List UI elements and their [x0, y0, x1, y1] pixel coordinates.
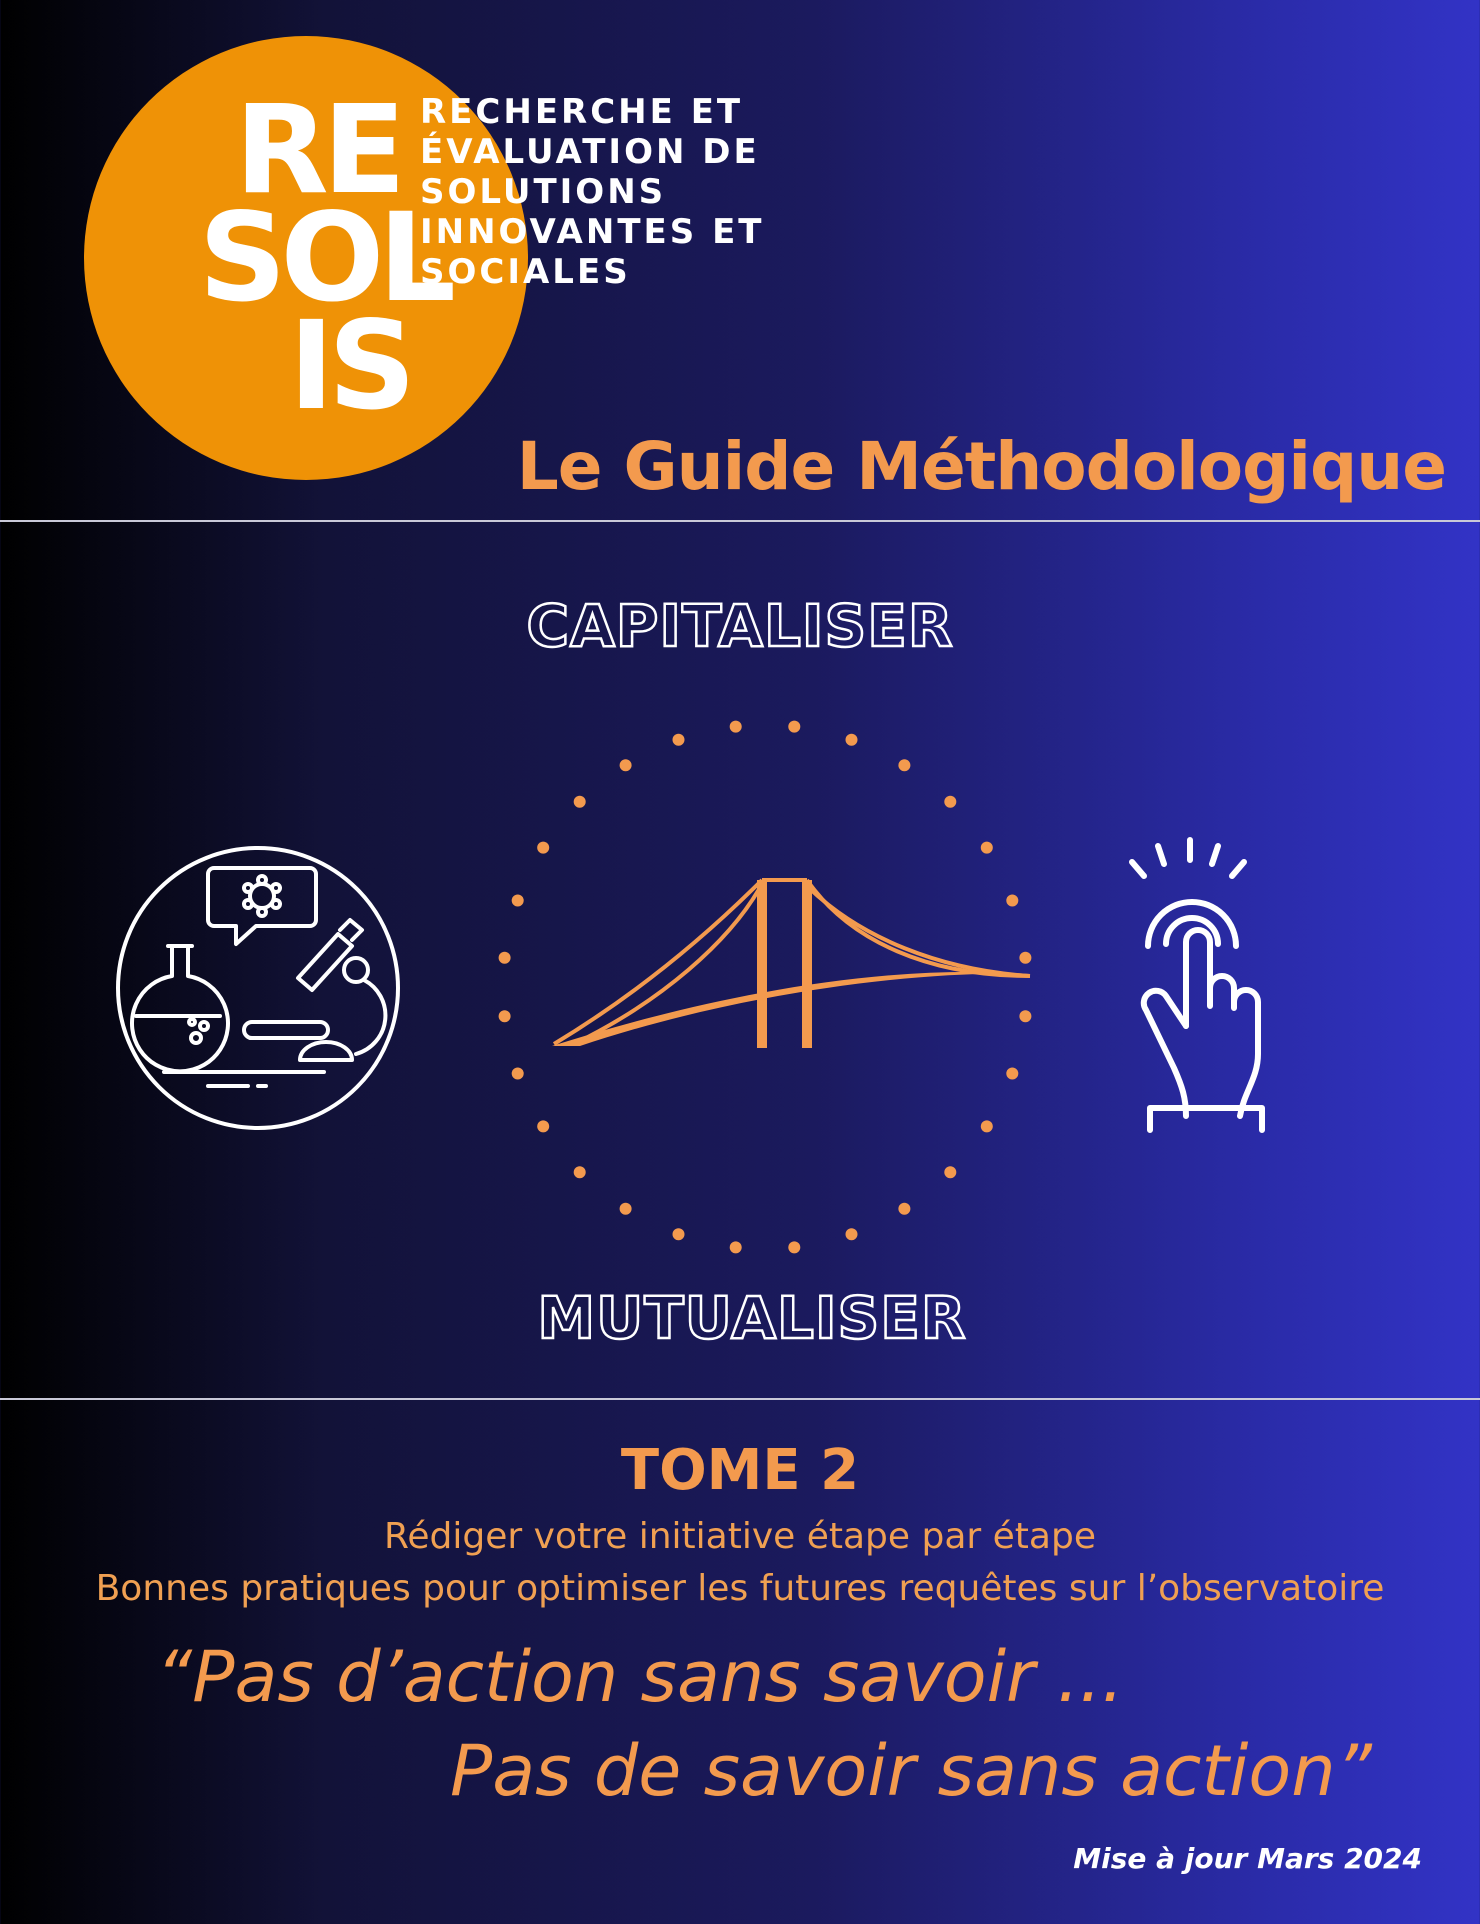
ring-dot [512, 895, 524, 907]
ring-dot [788, 1241, 800, 1253]
ring-dot [788, 721, 800, 733]
mutualiser-heading: MUTUALISER [537, 1284, 967, 1352]
touch-hand-icon [1110, 836, 1270, 1136]
ring-dot [1019, 952, 1031, 964]
guide-title: Le Guide Méthodologique [516, 428, 1446, 505]
tagline-line: SOCIALES [420, 252, 631, 292]
ring-dot [673, 734, 685, 746]
ring-dot [981, 1120, 993, 1132]
ring-dot [846, 734, 858, 746]
update-date: Mise à jour Mars 2024 [1073, 1842, 1422, 1875]
tagline-line: RECHERCHE ET [420, 92, 744, 132]
ring-dot [981, 842, 993, 854]
ring-dot [730, 721, 742, 733]
ring-dot [898, 759, 910, 771]
tagline-line: INNOVANTES ET [420, 212, 765, 252]
tagline-line: SOLUTIONS [420, 172, 667, 212]
capitaliser-heading: CAPITALISER [526, 592, 954, 660]
quote-line-1: “Pas d’action sans savoir ... [156, 1636, 1124, 1718]
logo-tagline [420, 92, 765, 292]
bottom-divider [0, 1398, 1480, 1400]
ring-dot [620, 759, 632, 771]
ring-dot [1006, 1068, 1018, 1080]
ring-dot [537, 1120, 549, 1132]
ring-dot [1006, 895, 1018, 907]
ring-dot [620, 1203, 632, 1215]
ring-dot [499, 1010, 511, 1022]
ring-dot [944, 796, 956, 808]
ring-dot [944, 1166, 956, 1178]
ring-dot [512, 1068, 524, 1080]
tome-subtitle-1: Rédiger votre initiative étape par étape [384, 1516, 1096, 1557]
logo-line-3: IS [288, 295, 410, 437]
ring-dot [574, 1166, 586, 1178]
tome-subtitle-2: Bonnes pratiques pour optimiser les futures requêtes sur l’observatoire [95, 1568, 1385, 1609]
quote-line-2: Pas de savoir sans action” [450, 1730, 1372, 1812]
ring-dot [499, 952, 511, 964]
ring-dot [730, 1241, 742, 1253]
logo-line-1: RE [234, 79, 400, 221]
top-divider [0, 520, 1480, 522]
tome-title: TOME 2 [620, 1438, 860, 1503]
ring-dot [574, 796, 586, 808]
tagline-line: ÉVALUATION DE [420, 132, 760, 172]
ring-dot [1019, 1010, 1031, 1022]
logo-lettering [160, 79, 450, 437]
bridge-icon [490, 712, 1040, 1262]
logo-line-2: SOL [198, 187, 450, 329]
ring-dot [673, 1228, 685, 1240]
ring-dot [846, 1228, 858, 1240]
ring-dot [898, 1203, 910, 1215]
ring-dot [537, 842, 549, 854]
science-lab-icon [108, 838, 408, 1138]
